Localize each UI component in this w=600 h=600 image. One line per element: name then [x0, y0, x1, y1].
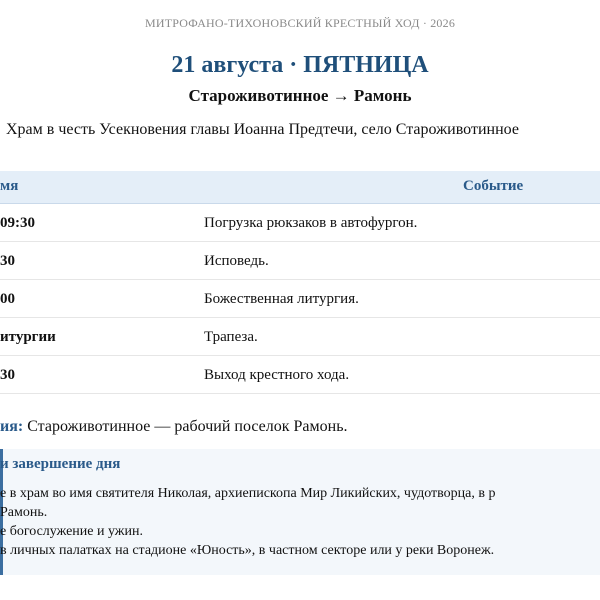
- route-subtitle: Староживотинное → Рамонь: [188, 86, 412, 105]
- table-row-time: 30: [0, 253, 15, 269]
- route-summary: [0, 418, 347, 436]
- location-line: [0, 121, 519, 139]
- table-row-time: 09:30: [0, 215, 35, 231]
- table-row-event: Исповедь.: [204, 253, 269, 269]
- note-line: Рамонь.: [0, 505, 48, 520]
- row-divider: [0, 241, 600, 242]
- note-line: е в храм во имя святителя Николая, архиепископа Мир Ликийских, чудотворца, в р: [0, 486, 496, 501]
- table-row-time: 00: [0, 291, 15, 307]
- location-text: Храм в честь Усекновения главы Иоанна Предтечи, село Староживотинное: [6, 121, 519, 138]
- column-header-event: Событие: [463, 178, 524, 194]
- route-summary-text: Староживотинное — рабочий поселок Рамонь.: [27, 418, 348, 435]
- column-header-time: мя: [0, 178, 19, 194]
- row-divider: [0, 393, 600, 394]
- note-line: в личных палатках на стадионе «Юность», в частном секторе или у реки Воронеж.: [0, 543, 495, 558]
- row-divider: [0, 279, 600, 280]
- table-row-event: Трапеза.: [204, 329, 258, 345]
- row-divider: [0, 317, 600, 318]
- table-row-time: 30: [0, 367, 15, 383]
- event-header: МИТРОФАНО-ТИХОНОВСКИЙ КРЕСТНЫЙ ХОД · 2026: [144, 16, 456, 30]
- table-row-time: итургии: [0, 329, 56, 345]
- route-summary-label: ия:: [0, 418, 24, 435]
- table-row-event: Выход крестного хода.: [204, 367, 350, 383]
- page-title: 21 августа · ПЯТНИЦА: [171, 52, 429, 78]
- row-divider: [0, 355, 600, 356]
- note-title: и завершение дня: [0, 456, 121, 472]
- note-line: е богослужение и ужин.: [0, 524, 143, 539]
- table-row-event: Божественная литургия.: [204, 291, 359, 307]
- table-row-event: Погрузка рюкзаков в автофургон.: [204, 215, 418, 231]
